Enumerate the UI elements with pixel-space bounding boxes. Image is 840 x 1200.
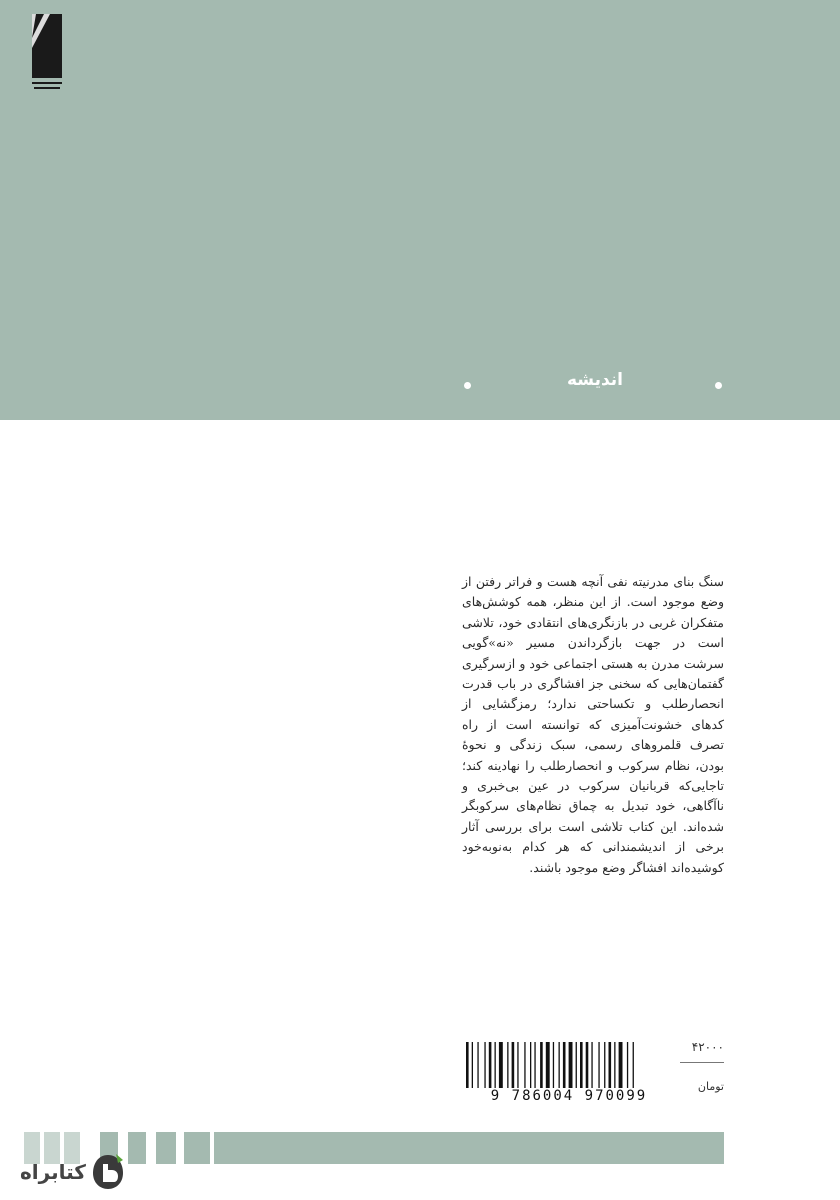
series-title: اندیشه — [566, 370, 624, 390]
ketabrah-watermark[interactable] — [20, 1152, 130, 1196]
barcode-block — [464, 1040, 724, 1108]
back-cover-blurb: سنگ بنای مدرنیته نفی آنچه هست و فراتر رفتن از وضع موجود است. از این منظر، همه کوشش‌های متفکران غربی در بازنگری‌های انتقادی خود، تلاشی است در جهت بازگرداندن مسیر «نه»گویی سرشت مدرن به هستی اجتماعی خود و ازسرگیری گفتمان‌هایی که سخنی جز افشاگری در باب قدرت انحصارطلب و تکساحتی ندارد؛ رمزگشایی از کدهای خشونت‌آمیزی که توانسته است از راه تصرف قلمروهای رسمی، سبک زندگی و نحوهٔ بودن، نظام سرکوب و انحصارطلب را نهادینه کند؛ تاجایی‌که قربانیان سرکوب در عین بی‌خبری و ناآگاهی، خود تبدیل به چماق نظام‌های سرکوبگر شده‌اند. این کتاب تلاشی است برای بررسی آثار برخی از اندیشمندانی که هر کدام به‌نوبه‌خود کوشیده‌اند افشاگر وضع موجود باشند. — [462, 574, 724, 875]
strip-block-wide — [214, 1132, 724, 1164]
strip-block-5 — [128, 1132, 146, 1164]
ketabrah-logo-icon — [90, 1152, 126, 1192]
isbn-number: 9 786004 970099 — [466, 1088, 672, 1104]
strip-block-6 — [156, 1132, 176, 1164]
publisher-logo-icon — [22, 8, 72, 98]
ketabrah-label: کتابراه — [20, 1160, 86, 1184]
cover-top-panel — [0, 0, 840, 420]
price-divider — [680, 1062, 724, 1063]
price-unit: تومان — [697, 1080, 724, 1093]
price-value: ۴۲۰۰۰ — [691, 1040, 724, 1054]
bullet-dot-right — [715, 382, 722, 389]
series-row — [460, 368, 730, 398]
strip-block-7 — [184, 1132, 210, 1164]
